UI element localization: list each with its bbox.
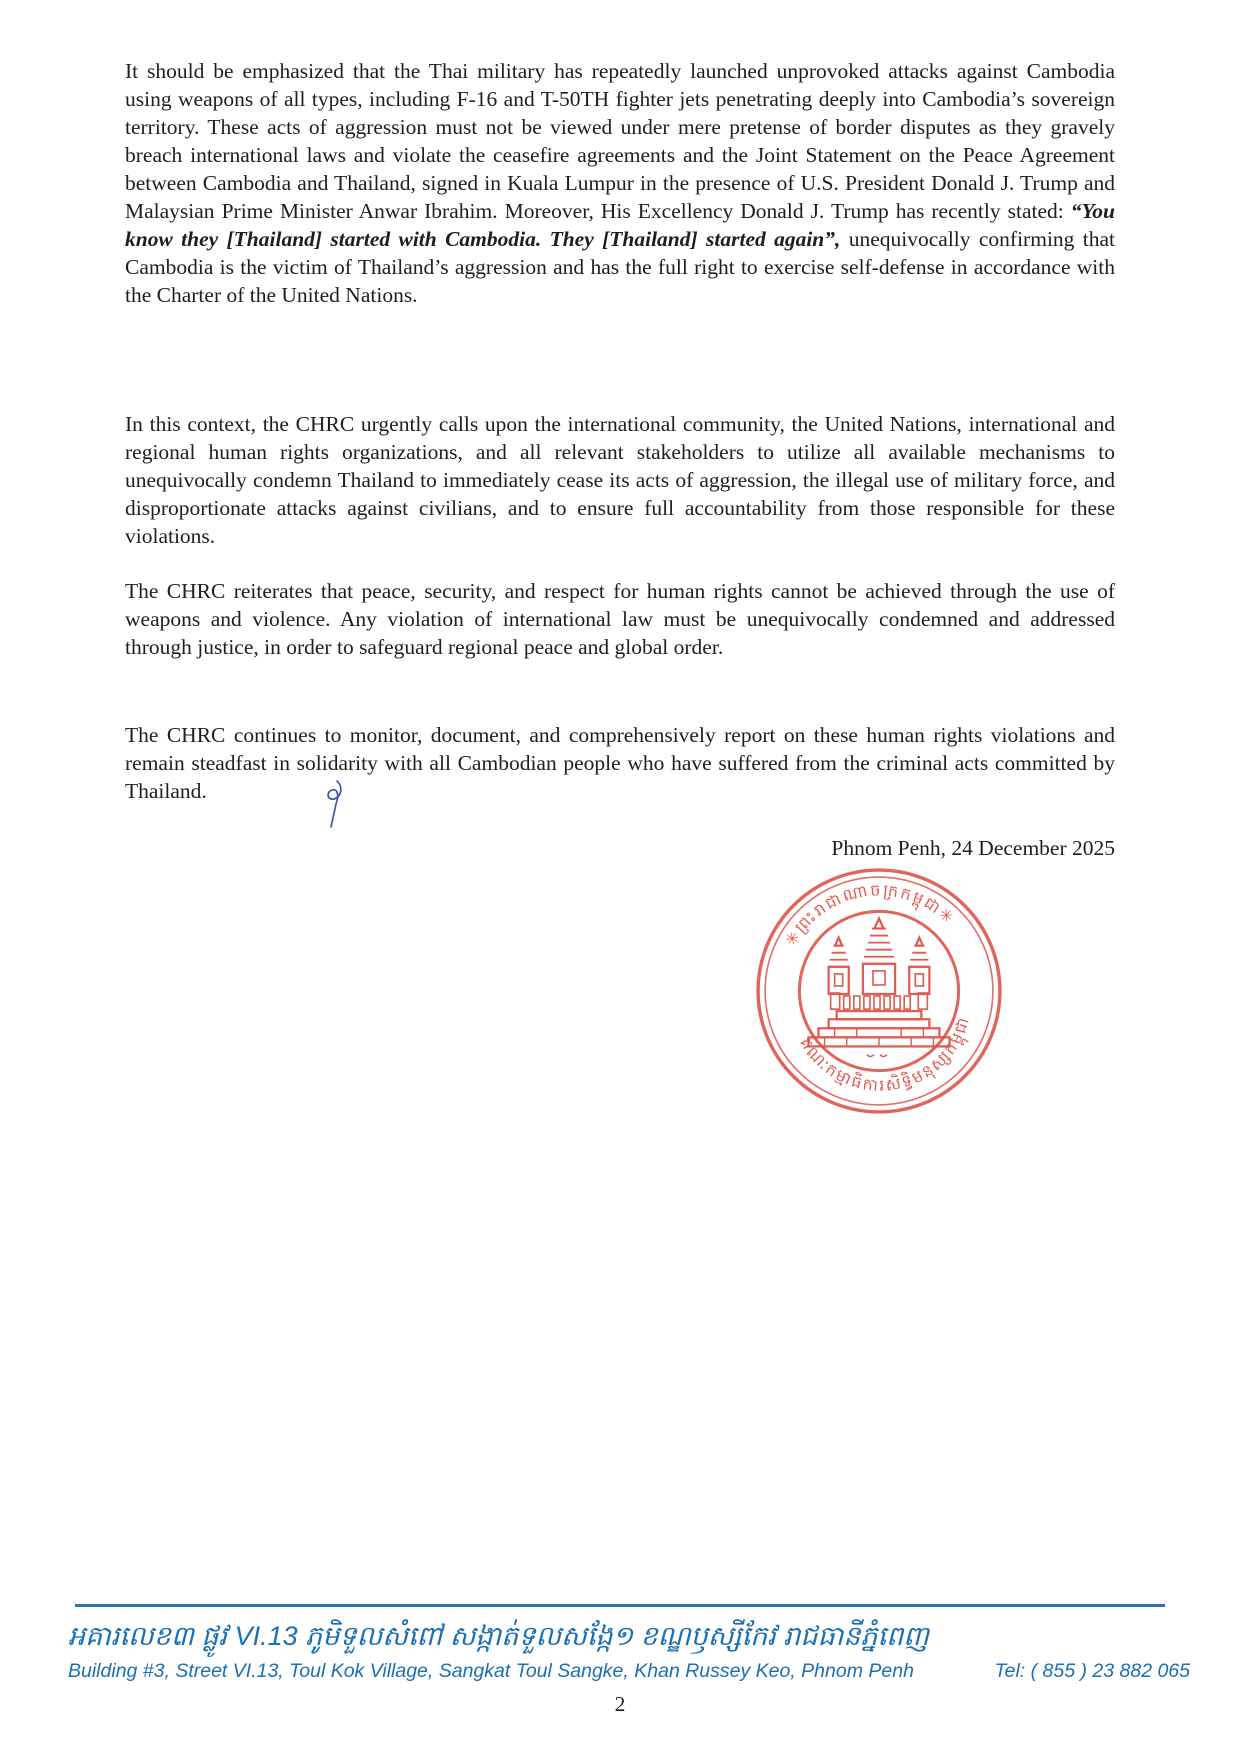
- footer-address-english: Building #3, Street VI.13, Toul Kok Village, Sangkat Toul Sangke, Khan Russey Keo, Phnom Penh: [68, 1660, 914, 1682]
- footer-telephone: Tel: ( 855 ) 23 882 065: [994, 1660, 1190, 1682]
- footer-address-khmer: អគារលេខ៣ ផ្លូវ VI.13 ភូមិទួលសំពៅ សង្កាត់ទួលសង្កែ១ ខណ្ឌឫស្សីកែវ រាជធានីភ្នំពេញ: [68, 1621, 929, 1651]
- paragraph-1-text-before-quote: It should be emphasized that the Thai military has repeatedly launched unprovoked attacks against Cambodia using weapons of all types, including F-16 and T-50TH fighter jets penetrating deeply into Cambodia’s sovereign territory. These acts of aggression must not be viewed under mere pretense of border disputes as they gravely breach international laws and violate the ceasefire agreements and the Joint Statement on the Peace Agreement between Cambodia and Thailand, signed in Kuala Lumpur in the presence of U.S. President Donald J. Trump and Malaysian Prime Minister Anwar Ibrahim. Moreover, His Excellency Donald J. Trump has recently stated:: [125, 59, 1115, 223]
- stamp-ring-text-bottom: គណៈកម្មាធិការសិទ្ធិមនុស្សកម្ពុជា: [796, 1013, 974, 1096]
- footer-divider: [75, 1604, 1165, 1607]
- page-number: 2: [614, 1692, 626, 1716]
- paragraph-1-text-after-quote: unequivocally confirming that Cambodia is the victim of Thailand’s aggression and has the full right to exercise self-defense in accordance with the Charter of the United Nations.: [125, 227, 1115, 307]
- stamp-small-script: [867, 1054, 887, 1056]
- ink-mark: [323, 778, 349, 830]
- angkor-wat-emblem-icon: [808, 918, 949, 1056]
- body-paragraph-4: The CHRC continues to monitor, document, and comprehensively report on these human rights violations and remain steadfast in solidarity with all Cambodian people who have suffered from the criminal acts committed by Thailand.: [125, 723, 1115, 803]
- footer-address-row: [68, 1660, 1190, 1683]
- official-stamp-graphic: [750, 862, 1008, 1120]
- stamp-outer-ring: [758, 870, 1000, 1112]
- body-paragraph-3: The CHRC reiterates that peace, security, and respect for human rights cannot be achieved through the use of weapons and violence. Any violation of international law must be unequivocally condemned and addressed through justice, in order to safeguard regional peace and global order.: [125, 579, 1115, 659]
- stamp-ring-text-top: ✳ព្រះរាជាណាចក្រកម្ពុជា✳: [780, 880, 959, 950]
- quote-emphasis: “You know they [Thailand] started with Cambodia. They [Thailand] started again”,: [125, 199, 1115, 251]
- official-stamp: [750, 862, 1008, 1120]
- dateline: Phnom Penh, 24 December 2025: [831, 836, 1115, 860]
- body-paragraph-1: [125, 57, 1115, 309]
- body-paragraph-2: In this context, the CHRC urgently calls upon the international community, the United Nations, international and regional human rights organizations, and all relevant stakeholders to utilize all available mechanisms to unequivocally condemn Thailand to immediately cease its acts of aggression, the illegal use of military force, and disproportionate attacks against civilians, and to ensure full accountability from those responsible for these violations.: [125, 412, 1115, 548]
